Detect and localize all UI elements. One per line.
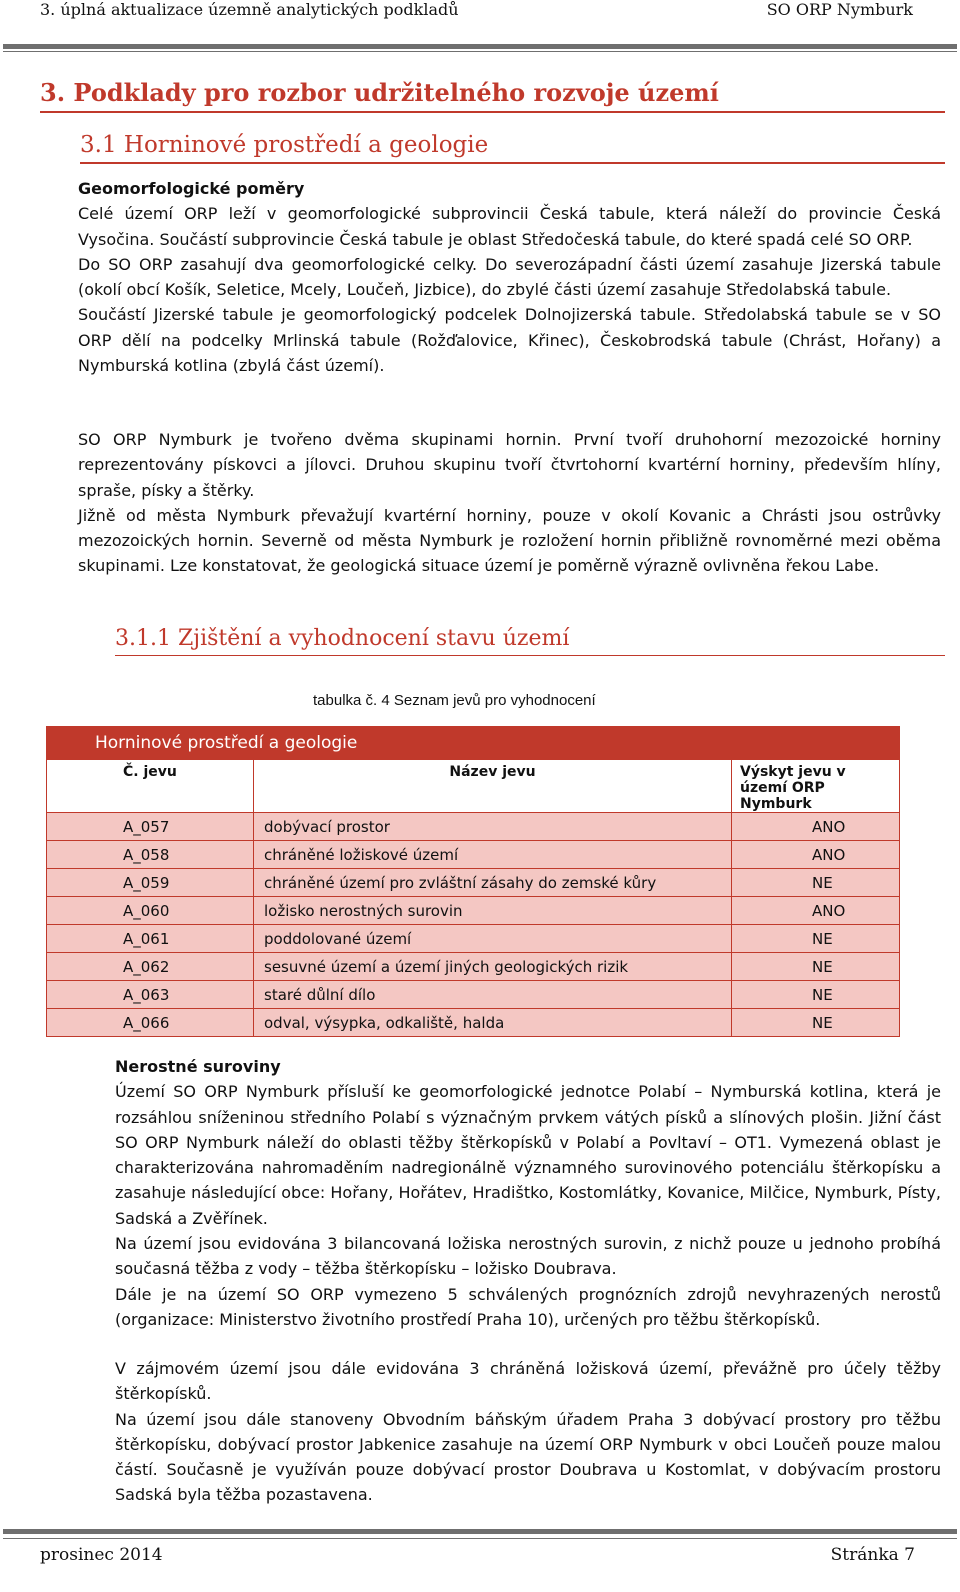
paragraph: Do SO ORP zasahují dva geomorfologické celky. Do severozápadní části území zasahuje Jizerská tabule (okolí obcí Košík, Seletice, Mcely, Loučeň, Jizbice), do zbylé části území zasahuje Středolabská tabule. bbox=[78, 254, 941, 300]
occurrence-cell: NE bbox=[732, 953, 900, 981]
table-row bbox=[47, 841, 900, 869]
column-header: Č. jevu bbox=[47, 760, 254, 813]
paragraph: Dále je na území SO ORP vymezeno 5 schválených prognózních zdrojů nevyhrazených nerostů (organizace: Ministerstvo životního prostředí Praha 10), určených pro těžbu štěrkopísků. bbox=[115, 1284, 941, 1329]
paragraph: Území SO ORP Nymburk přísluší ke geomorfologické jednotce Polabí – Nymburská kotlina, která je rozsáhlou sníženinou středního Polabí s význačným prvkem vátých písků a slínových plošin. Jižní část SO ORP Nymburk náleží do oblasti těžby štěrkopísků v Polabí a Povltaví – OT1. Vymezená oblast je charakterizována nahromaděním nadregionálně významného surovinového potenciálu štěrkopísku a zasahuje následující obce: Hořany, Hořátev, Hradištko, Kostomlátky, Kovanice, Milčice, Nymburk, Písty, Sadská a Zvěřínek. bbox=[115, 1082, 941, 1228]
table-row bbox=[47, 953, 900, 981]
code-cell: A_063 bbox=[47, 981, 254, 1009]
geomorph-block bbox=[78, 176, 941, 378]
occurrence-cell: NE bbox=[732, 925, 900, 953]
table-row bbox=[47, 813, 900, 841]
minerals-title: Nerostné suroviny bbox=[115, 1057, 281, 1076]
occurrence-cell: NE bbox=[732, 981, 900, 1009]
header-left: 3. úplná aktualizace územně analytických podkladů bbox=[40, 0, 459, 19]
footer-rule bbox=[3, 1529, 957, 1534]
occurrence-cell: NE bbox=[732, 869, 900, 897]
column-header: Název jevu bbox=[254, 760, 732, 813]
code-cell: A_062 bbox=[47, 953, 254, 981]
table-row bbox=[47, 869, 900, 897]
paragraph: Součástí Jizerské tabule je geomorfologický podcelek Dolnojizerská tabule. Středolabská tabule se v SO ORP dělí na podcelky Mrlinská tabule (Rožďalovice, Křinec), Českobrodská tabule (Chrást, Hořany) a Nymburská kotlina (zbylá část území). bbox=[78, 305, 941, 376]
header-rule-thin bbox=[3, 51, 957, 52]
name-cell: ložisko nerostných surovin bbox=[254, 897, 732, 925]
minerals-block-2 bbox=[115, 1356, 941, 1508]
column-header: Výskyt jevu v území ORP Nymburk bbox=[732, 760, 900, 813]
code-cell: A_060 bbox=[47, 897, 254, 925]
paragraph: Na území jsou evidována 3 bilancovaná ložiska nerostných surovin, z nichž pouze u jednoho probíhá současná těžba z vody – těžba štěrkopísku – ložisko Doubrava. bbox=[115, 1234, 941, 1279]
occurrence-cell: ANO bbox=[732, 813, 900, 841]
name-cell: odval, výsypka, odkaliště, halda bbox=[254, 1009, 732, 1037]
paragraph: V zájmovém území jsou dále evidována 3 chráněná ložisková území, převážně pro účely těžby štěrkopísků. bbox=[115, 1359, 941, 1404]
page-number: Stránka 7 bbox=[830, 1545, 915, 1565]
occurrence-cell: NE bbox=[732, 1009, 900, 1037]
occurrence-cell: ANO bbox=[732, 841, 900, 869]
minerals-block bbox=[115, 1054, 941, 1332]
code-cell: A_059 bbox=[47, 869, 254, 897]
header-rule bbox=[3, 44, 957, 49]
geomorph-title: Geomorfologické poměry bbox=[78, 179, 305, 198]
sub-subsection-rule bbox=[115, 655, 945, 656]
paragraph: Na území jsou dále stanoveny Obvodním báňským úřadem Praha 3 dobývací prostory pro těžbu štěrkopísku, dobývací prostor Jabkenice zasahuje na území ORP Nymburk v obci Loučeň pouze malou částí. Současně je využíván pouze dobývací prostor Doubrava u Kostomlat, v dobývacím prostoru Sadská byla těžba pozastavena. bbox=[115, 1409, 941, 1505]
name-cell: dobývací prostor bbox=[254, 813, 732, 841]
table-title: Horninové prostředí a geologie bbox=[47, 727, 900, 760]
code-cell: A_057 bbox=[47, 813, 254, 841]
section-heading: 3. Podklady pro rozbor udržitelného rozvoje území bbox=[40, 78, 719, 107]
code-cell: A_066 bbox=[47, 1009, 254, 1037]
name-cell: poddolované území bbox=[254, 925, 732, 953]
table-row bbox=[47, 1009, 900, 1037]
paragraph: Jižně od města Nymburk převažují kvartérní horniny, pouze v okolí Kovanic a Chrásti jsou ostrůvky mezozoických hornin. Severně od města Nymburk je rozložení hornin přibližně rovnoměrné mezi oběma skupinami. Lze konstatovat, že geologická situace území je poměrně výrazně ovlivněna řekou Labe. bbox=[78, 505, 941, 576]
sub-subsection-heading: 3.1.1 Zjištění a vyhodnocení stavu území bbox=[115, 626, 570, 651]
subsection-heading-rule bbox=[80, 162, 945, 164]
name-cell: staré důlní dílo bbox=[254, 981, 732, 1009]
subsection-heading: 3.1 Horninové prostředí a geologie bbox=[80, 132, 489, 158]
name-cell: chráněné ložiskové území bbox=[254, 841, 732, 869]
code-cell: A_058 bbox=[47, 841, 254, 869]
phenomena-table bbox=[46, 726, 900, 1037]
table-caption: tabulka č. 4 Seznam jevů pro vyhodnocení bbox=[313, 692, 596, 709]
code-cell: A_061 bbox=[47, 925, 254, 953]
occurrence-cell: ANO bbox=[732, 897, 900, 925]
paragraph: SO ORP Nymburk je tvořeno dvěma skupinami hornin. První tvoří druhohorní mezozoické horniny reprezentovány pískovci a jílovci. Druhou skupinu tvoří čtvrtohorní kvartérní horniny, především hlíny, spraše, písky a štěrky. bbox=[78, 430, 941, 500]
header-right: SO ORP Nymburk bbox=[766, 0, 913, 19]
table-row bbox=[47, 925, 900, 953]
paragraph: Celé území ORP leží v geomorfologické subprovincii Česká tabule, která náleží do provincie Česká Vysočina. Součástí subprovincie Česká tabule je oblast Středočeská tabule, do které spadá celé SO ORP. bbox=[78, 204, 941, 249]
section-heading-rule bbox=[40, 111, 945, 113]
footer-date: prosinec 2014 bbox=[40, 1545, 163, 1565]
table-row bbox=[47, 897, 900, 925]
rocks-block bbox=[78, 427, 941, 579]
table-row bbox=[47, 981, 900, 1009]
footer-rule-thin bbox=[3, 1538, 957, 1539]
name-cell: chráněné území pro zvláštní zásahy do zemské kůry bbox=[254, 869, 732, 897]
name-cell: sesuvné území a území jiných geologických rizik bbox=[254, 953, 732, 981]
